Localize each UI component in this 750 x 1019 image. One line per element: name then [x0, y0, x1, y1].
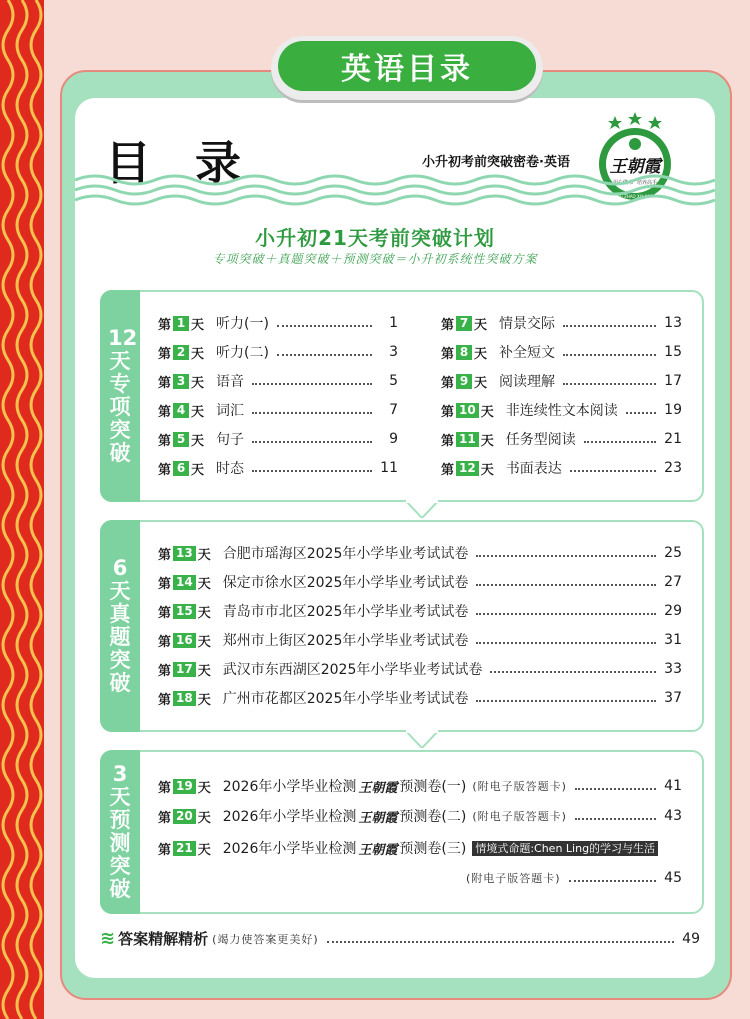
- leader-dots: [575, 788, 656, 790]
- page-number: 49: [682, 930, 700, 947]
- day-number: 8: [456, 345, 472, 360]
- entry-title: 听力(二): [216, 345, 269, 361]
- day-number: 18: [173, 691, 196, 706]
- section-tab: 6天真题突破: [100, 520, 140, 732]
- toc-entry[interactable]: 第 5 天 句子 9: [158, 431, 398, 449]
- day-number: 17: [173, 662, 196, 677]
- page-number: 19: [664, 402, 682, 418]
- entry-note: (附电子版答题卡): [466, 872, 561, 885]
- leader-dots: [570, 470, 656, 472]
- day-number: 6: [173, 461, 189, 476]
- answers-entry[interactable]: [100, 928, 700, 949]
- toc-entry[interactable]: 第 4 天 词汇 7: [158, 402, 398, 420]
- toc-entry[interactable]: 第 6 天 时态 11: [158, 460, 398, 478]
- day-number: 21: [173, 841, 196, 856]
- page-number: 5: [389, 373, 398, 389]
- entry-note: (附电子版答题卡): [472, 810, 567, 823]
- toc-entry[interactable]: 第 13 天 合肥市瑶海区2025年小学毕业考试试卷 25: [158, 545, 682, 563]
- toc-entry[interactable]: 第 17 天 武汉市东西湖区2025年小学毕业考试试卷 33: [158, 661, 682, 679]
- answers-title: 答案精解精析: [118, 930, 209, 948]
- entry-title: 情景交际: [499, 316, 556, 332]
- toc-entry[interactable]: 第 2 天 听力(二) 3: [158, 344, 398, 362]
- day-number: 19: [173, 779, 196, 794]
- page-number: 33: [664, 661, 682, 677]
- day-number: 13: [173, 546, 196, 561]
- answers-note: (竭力使答案更美好): [212, 932, 319, 946]
- entry-title: 听力(一): [216, 316, 269, 332]
- decorative-ribbon: [0, 0, 44, 1019]
- book-subtitle: 小升初考前突破密卷·英语: [422, 155, 570, 170]
- day-number: 3: [173, 374, 189, 389]
- notch-arrow-icon: [405, 500, 439, 518]
- page-number: 11: [380, 460, 398, 476]
- brand-mark: 王朝霞: [358, 810, 398, 826]
- logo-small-right: 培养高手: [636, 180, 658, 186]
- page-number: 41: [664, 778, 682, 794]
- page-number: 17: [664, 373, 682, 389]
- page-number: 13: [664, 315, 682, 331]
- plan-title: 小升初21天考前突破计划: [255, 226, 495, 250]
- toc-entry[interactable]: 第 9 天 阅读理解 17: [441, 373, 682, 391]
- entry-title-suffix: 预测卷(二): [399, 809, 467, 825]
- page-number: 15: [664, 344, 682, 360]
- section-tab: 12天专项突破: [100, 290, 140, 502]
- leader-dots: [252, 441, 372, 443]
- leader-dots: [584, 441, 656, 443]
- entry-title-suffix: 预测卷(一): [399, 779, 467, 795]
- page-number: 37: [664, 690, 682, 706]
- page-number: 45: [664, 870, 682, 886]
- page-number: 43: [664, 808, 682, 824]
- toc-entry[interactable]: 第 20 天 2026年小学毕业检测 王朝霞 预测卷(二) (附电子版答题卡) 43: [158, 808, 682, 826]
- toc-entry[interactable]: 第 15 天 青岛市市北区2025年小学毕业考试试卷 29: [158, 603, 682, 621]
- logo-ring-text: WANG ZHAO XIA JIAO YU: [610, 194, 660, 199]
- leader-dots: [569, 880, 656, 882]
- leader-dots: [252, 470, 372, 472]
- entry-title: 2026年小学毕业检测: [222, 841, 357, 857]
- page-number: 21: [664, 431, 682, 447]
- entry-title: 任务型阅读: [505, 432, 576, 448]
- brand-mark: 王朝霞: [358, 780, 398, 796]
- page-number: 31: [664, 632, 682, 648]
- toc-entry[interactable]: 第 19 天 2026年小学毕业检测 王朝霞 预测卷(一) (附电子版答题卡) 41: [158, 778, 682, 796]
- toc-entry[interactable]: 第 14 天 保定市徐水区2025年小学毕业考试试卷 27: [158, 574, 682, 592]
- leader-dots: [563, 354, 656, 356]
- wave-decoration: [75, 172, 715, 208]
- wave-icon: ≋: [100, 928, 116, 949]
- logo-small-left: 用心做书: [612, 180, 634, 186]
- leader-dots: [476, 613, 656, 615]
- toc-entry-continuation[interactable]: [460, 868, 682, 888]
- entry-title: 保定市徐水区2025年小学毕业考试试卷: [222, 575, 469, 591]
- page-number: 27: [664, 574, 682, 590]
- day-number: 5: [173, 432, 189, 447]
- entry-title: 书面表达: [505, 461, 562, 477]
- entry-title: 青岛市市北区2025年小学毕业考试试卷: [222, 604, 469, 620]
- entry-title: 武汉市东西湖区2025年小学毕业考试试卷: [222, 662, 483, 678]
- entry-title: 句子: [216, 432, 245, 448]
- day-number: 9: [456, 374, 472, 389]
- leader-dots: [327, 941, 674, 943]
- entry-title: 2026年小学毕业检测: [222, 809, 357, 825]
- leader-dots: [476, 700, 656, 702]
- leader-dots: [277, 354, 372, 356]
- toc-entry[interactable]: 第 7 天 情景交际 13: [441, 315, 682, 333]
- toc-entry[interactable]: 第 16 天 郑州市上街区2025年小学毕业考试试卷 31: [158, 632, 682, 650]
- leader-dots: [490, 671, 656, 673]
- page-number: 9: [389, 431, 398, 447]
- header-pill: [271, 36, 543, 100]
- toc-entry[interactable]: 第 1 天 听力(一) 1: [158, 315, 398, 333]
- toc-entry[interactable]: 第 10 天 非连续性文本阅读 19: [441, 402, 682, 420]
- leader-dots: [626, 412, 656, 414]
- page-number: 25: [664, 545, 682, 561]
- entry-title: 阅读理解: [499, 374, 556, 390]
- day-number: 4: [173, 403, 189, 418]
- page-number: 7: [389, 402, 398, 418]
- day-number: 11: [456, 432, 479, 447]
- toc-entry[interactable]: 第 21 天 2026年小学毕业检测 王朝霞 预测卷(三) 情境式命题:Chen Ling的学习与生活: [158, 838, 682, 858]
- pill-title: 英语目录: [278, 41, 536, 91]
- leader-dots: [252, 383, 372, 385]
- page-number: 1: [389, 315, 398, 331]
- page-number: 3: [389, 344, 398, 360]
- entry-title: 非连续性文本阅读: [505, 403, 618, 419]
- toc-entry[interactable]: 第 3 天 语音 5: [158, 373, 398, 391]
- toc-entry[interactable]: 第 12 天 书面表达 23: [441, 460, 682, 478]
- logo-name: 王朝霞: [609, 157, 661, 177]
- leader-dots: [277, 325, 372, 327]
- plan-subtitle: 专项突破＋真题突破＋预测突破＝小升初系统性突破方案: [212, 252, 538, 266]
- page-number: 29: [664, 603, 682, 619]
- day-number: 10: [456, 403, 479, 418]
- leader-dots: [476, 555, 656, 557]
- section-prediction: [100, 750, 704, 914]
- entry-title: 语音: [216, 374, 245, 390]
- entry-title-suffix: 预测卷(三): [399, 841, 467, 857]
- entry-title: 补全短文: [499, 345, 556, 361]
- notch-arrow-icon: [405, 730, 439, 748]
- entry-title: 广州市花都区2025年小学毕业考试试卷: [222, 691, 469, 707]
- day-number: 14: [173, 575, 196, 590]
- day-number: 20: [173, 809, 196, 824]
- day-number: 15: [173, 604, 196, 619]
- leader-dots: [563, 383, 656, 385]
- leader-dots: [252, 412, 372, 414]
- leader-dots: [476, 642, 656, 644]
- context-tag: 情境式命题:Chen Ling的学习与生活: [472, 841, 658, 856]
- entry-title: 合肥市瑶海区2025年小学毕业考试试卷: [222, 546, 469, 562]
- section-tab: 3天预测突破: [100, 750, 140, 914]
- toc-entry[interactable]: 第 11 天 任务型阅读 21: [441, 431, 682, 449]
- entry-title: 郑州市上街区2025年小学毕业考试试卷: [222, 633, 469, 649]
- day-number: 7: [456, 316, 472, 331]
- page-title: 目 录: [105, 136, 256, 190]
- leader-dots: [575, 818, 656, 820]
- page-number: 23: [664, 460, 682, 476]
- day-number: 1: [173, 316, 189, 331]
- day-number: 16: [173, 633, 196, 648]
- leader-dots: [476, 584, 656, 586]
- entry-title: 词汇: [216, 403, 245, 419]
- entry-title: 2026年小学毕业检测: [222, 779, 357, 795]
- toc-entry[interactable]: 第 18 天 广州市花都区2025年小学毕业考试试卷 37: [158, 690, 682, 708]
- day-number: 2: [173, 345, 189, 360]
- brand-mark: 王朝霞: [358, 842, 398, 858]
- day-number: 12: [456, 461, 479, 476]
- toc-entry[interactable]: 第 8 天 补全短文 15: [441, 344, 682, 362]
- entry-note: (附电子版答题卡): [472, 780, 567, 793]
- entry-title: 时态: [216, 461, 245, 477]
- leader-dots: [563, 325, 656, 327]
